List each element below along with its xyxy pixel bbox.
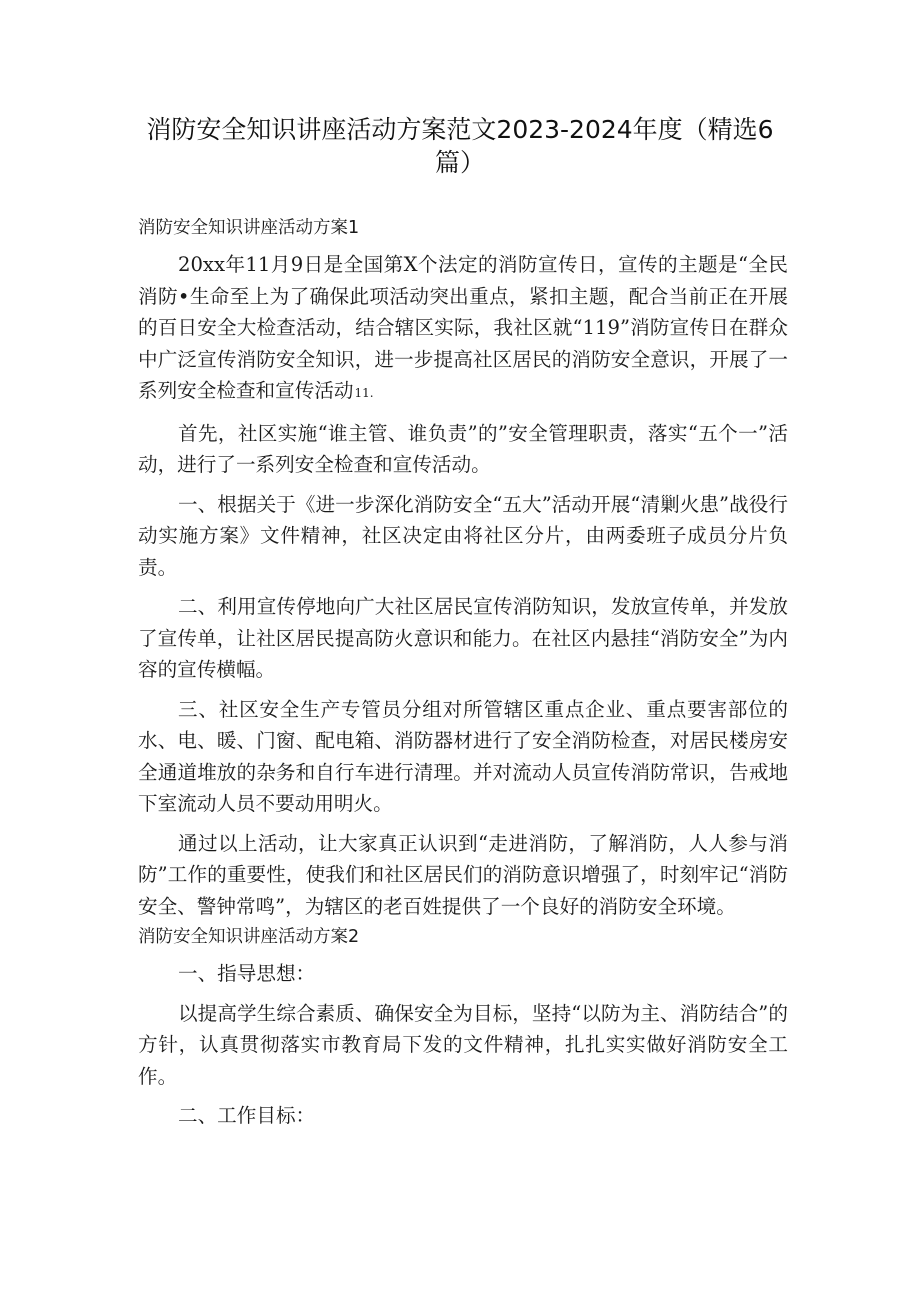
document-title <box>120 113 800 179</box>
document-title-line-2: 篇） <box>434 148 485 177</box>
section-2-paragraph-2: 以提高学生综合素质、确保安全为目标，坚持“以防为主、消防结合”的方针，认真贯彻落实市教育局下发的文件精神，扎扎实实做好消防安全工作。 <box>138 1001 788 1088</box>
section-2-paragraph-3: 二、工作目标： <box>178 1104 316 1127</box>
section-2-heading: 消防安全知识讲座活动方案2 <box>138 927 360 947</box>
section-1-paragraph-1-text: 20xx年11月9日是全国第X个法定的消防宣传日，宣传的主题是“全民消防•生命至上为了确保此项活动突出重点，紧扣主题，配合当前正在开展的百日安全大检查活动，结合辖区实际，我社区就“119”消防宣传日在群众中广泛宣传消防安全知识，进一步提高社区居民的消防安全意识，开展了一系列安全检查和宣传活动 <box>138 253 788 402</box>
section-1-paragraph-4: 二、利用宣传停地向广大社区居民宣传消防知识，发放宣传单，并发放了宣传单，让社区居民提高防火意识和能力。在社区内悬挂“消防安全”为内容的宣传横幅。 <box>138 595 788 681</box>
section-1-paragraph-5: 三、社区安全生产专管员分组对所管辖区重点企业、重点要害部位的水、电、暖、门窗、配电箱、消防器材进行了安全消防检查，对居民楼房安全通道堆放的杂务和自行车进行清理。并对流动人员宣传消防常识，告戒地下室流动人员不要动用明火。 <box>138 697 788 815</box>
section-1-heading: 消防安全知识讲座活动方案1 <box>138 218 360 238</box>
document-title-line-1: 消防安全知识讲座活动方案范文2023-2024年度（精选6 <box>146 115 774 144</box>
section-1-footnote-mark: 11. <box>354 386 374 400</box>
document-body <box>138 213 788 1132</box>
section-1-paragraph-6: 通过以上活动，让大家真正认识到“走进消防，了解消防，人人参与消防”工作的重要性，使我们和社区居民们的消防意识增强了，时刻牢记“消防安全、警钟常鸣”，为辖区的老百姓提供了一个良好的消防安全环境。 <box>138 831 788 918</box>
section-2-paragraph-1: 一、指导思想： <box>178 962 316 985</box>
section-1-paragraph-3: 一、根据关于《进一步深化消防安全“五大”活动开展“清剿火患”战役行动实施方案》文件精神，社区决定由将社区分片，由两委班子成员分片负责。 <box>138 492 788 579</box>
section-1-paragraph-2: 首先，社区实施“谁主管、谁负责”的”安全管理职责，落实“五个一”活动，进行了一系列安全检查和宣传活动。 <box>138 421 788 476</box>
section-1-paragraph-1 <box>138 249 788 410</box>
